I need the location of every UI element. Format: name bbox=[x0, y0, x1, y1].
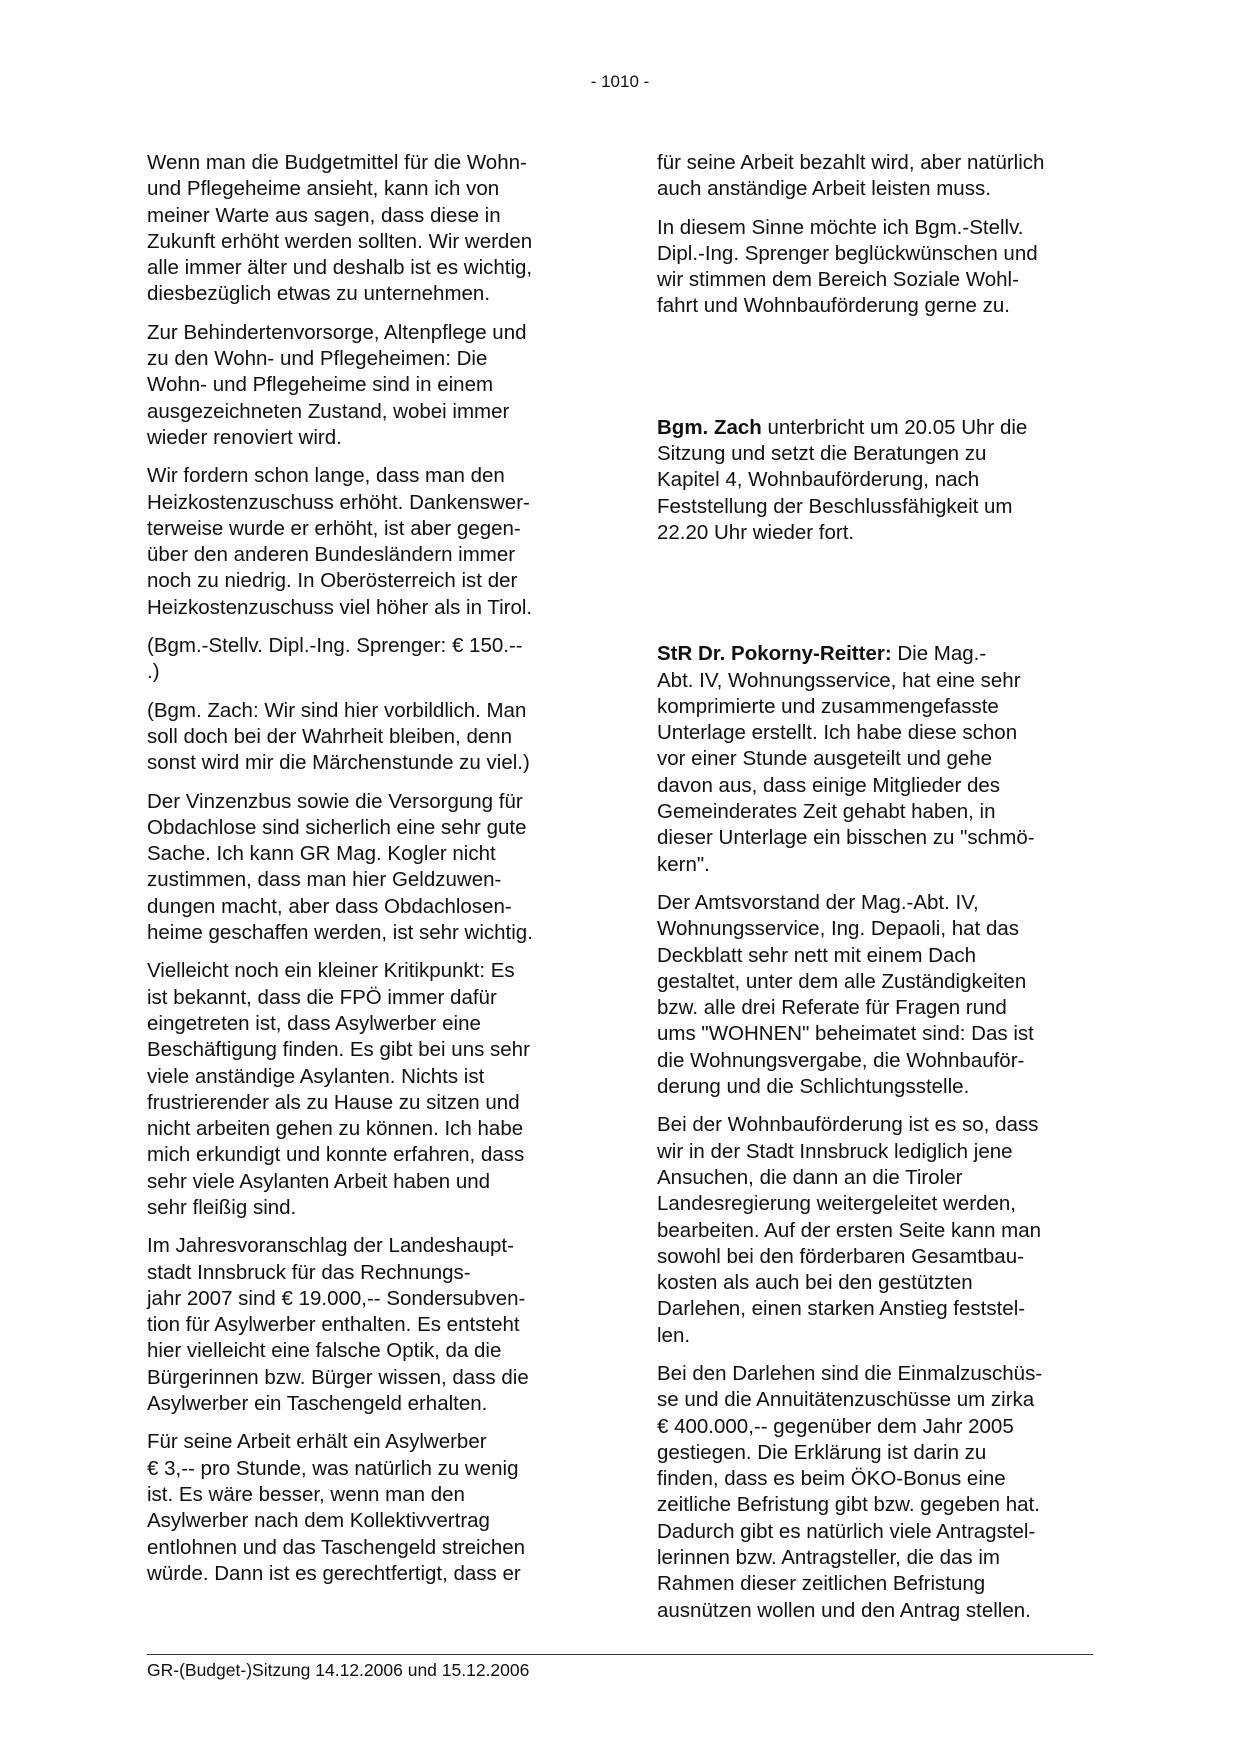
paragraph: Bei der Wohnbauförderung ist es so, dass wir in der Stadt Innsbruck lediglich jene Ansuchen, die dann an die Tiroler Landesregierung weitergeleitet werden, bearbeiten. Auf der ersten Seite kann man sowohl bei den förderbaren Gesamtbau- kosten als auch bei den gestützten Darlehen, einen starken Anstieg feststel- len. bbox=[657, 1113, 1042, 1347]
paragraph: Im Jahresvoranschlag der Landeshaupt- stadt Innsbruck für das Rechnungs- jahr 2007 sind € 19.000,-- Sondersubven- tion für Asylwerber enthalten. Es entsteht hier vielleicht eine falsche Optik, da die Bürgerinnen bzw. Bürger wissen, dass die Asylwerber ein Taschengeld erhalten. bbox=[147, 1234, 529, 1416]
paragraph: Wir fordern schon lange, dass man den Heizkostenzuschuss erhöht. Dankenswer- terweise wurde er erhöht, ist aber gegen- über den anderen Bundesländern immer noch zu niedrig. In Oberösterreich ist der Heizkostenzuschuss viel höher als in Tirol. bbox=[147, 464, 533, 619]
paragraph: Bei den Darlehen sind die Einmalzuschüs- se und die Annuitätenzuschüsse um zirka € 400.000,-- gegenüber dem Jahr 2005 gestiegen. Die Erklärung ist darin zu finden, dass es beim ÖKO-Bonus eine zeitliche Befristung gibt bzw. gegeben hat. Dadurch gibt es natürlich viele Antragstel- lerinnen bzw. Antragsteller, die das im Rahmen dieser zeitlichen Befristung ausnützen wollen und den Antrag stellen. bbox=[657, 1361, 1043, 1622]
paragraph: Vielleicht noch ein kleiner Kritikpunkt: Es ist bekannt, dass die FPÖ immer dafür eingetreten ist, dass Asylwerber eine Beschäftigung finden. Es gibt bei uns sehr viele anständige Asylanten. Nichts ist frustrierender als zu Hause zu sitzen und nicht arbeiten gehen zu können. Ich habe mich erkundigt und konnte erfahren, dass sehr viele Asylanten Arbeit haben und sehr fleißig sind. bbox=[147, 959, 530, 1219]
page-number: - 1010 - bbox=[590, 72, 650, 91]
paragraph: Zur Behindertenvorsorge, Altenpflege und zu den Wohn- und Pflegeheimen: Die Wohn- und Pflegeheime sind in einem ausgezeichneten Zustand, wobei immer wieder renoviert wird. bbox=[147, 320, 527, 449]
paragraph-text: Die Mag.- Abt. IV, Wohnungsservice, hat eine sehr komprimierte und zusammengefasste Unterlage erstellt. Ich habe diese schon vor einer Stunde ausgeteilt und gehe davon aus, dass einige Mitglieder des Gemeinderates Zeit gehabt haben, in dieser Unterlage ein bisschen zu "schmö- kern". bbox=[657, 642, 1035, 876]
speech-paragraph bbox=[657, 641, 1097, 878]
footer-text: GR-(Budget-)Sitzung 14.12.2006 und 15.12.2006 bbox=[147, 1660, 530, 1680]
speaker-name: StR Dr. Pokorny-Reitter: bbox=[657, 642, 892, 666]
paragraph: Wenn man die Budgetmittel für die Wohn- und Pflegeheime ansieht, kann ich von meiner Warte aus sagen, dass diese in Zukunft erhöht werden sollten. Wir werden alle immer älter und deshalb ist es wichtig, diesbezüglich etwas zu unternehmen. bbox=[147, 151, 533, 306]
interjection: (Bgm. Zach: Wir sind hier vorbildlich. Man soll doch bei der Wahrheit bleiben, denn sonst wird mir die Märchenstunde zu viel.) bbox=[147, 698, 530, 775]
paragraph-text: unterbricht um 20.05 Uhr die Sitzung und setzt die Beratungen zu Kapitel 4, Wohnbauförderung, nach Feststellung der Beschlussfähigkeit um 22.20 Uhr wieder fort. bbox=[657, 415, 1028, 544]
session-break-note bbox=[657, 415, 1097, 546]
paragraph: Der Vinzenzbus sowie die Versorgung für Obdachlose sind sicherlich eine sehr gute Sache. Ich kann GR Mag. Kogler nicht zustimmen, dass man hier Geldzuwen- dungen macht, aber dass Obdachlosen- heime geschaffen werden, ist sehr wichtig. bbox=[147, 789, 533, 945]
footer-divider bbox=[147, 1654, 1093, 1655]
paragraph: Der Amtsvorstand der Mag.-Abt. IV, Wohnungsservice, Ing. Depaoli, hat das Deckblatt sehr nett mit einem Dach gestaltet, unter dem alle Zuständigkeiten bzw. alle drei Referate für Fragen rund ums "WOHNEN" beheimatet sind: Das ist die Wohnungsvergabe, die Wohnbauför- derung und die Schlichtungsstelle. bbox=[657, 890, 1034, 1099]
right-column bbox=[657, 150, 1097, 1636]
speaker-name: Bgm. Zach bbox=[657, 415, 762, 439]
paragraph: für seine Arbeit bezahlt wird, aber natürlich auch anständige Arbeit leisten muss. bbox=[657, 151, 1045, 201]
paragraph: Für seine Arbeit erhält ein Asylwerber € 3,-- pro Stunde, was natürlich zu wenig ist. Es wäre besser, wenn man den Asylwerber nach dem Kollektivvertrag entlohnen und das Taschengeld streichen würde. Dann ist es gerechtfertigt, dass er bbox=[147, 1430, 526, 1585]
paragraph: In diesem Sinne möchte ich Bgm.-Stellv. Dipl.-Ing. Sprenger beglückwünschen und wir stimmen dem Bereich Soziale Wohl- fahrt und Wohnbauförderung gerne zu. bbox=[657, 215, 1038, 318]
left-column bbox=[147, 150, 587, 1599]
interjection: (Bgm.-Stellv. Dipl.-Ing. Sprenger: € 150.-- .) bbox=[147, 634, 523, 684]
